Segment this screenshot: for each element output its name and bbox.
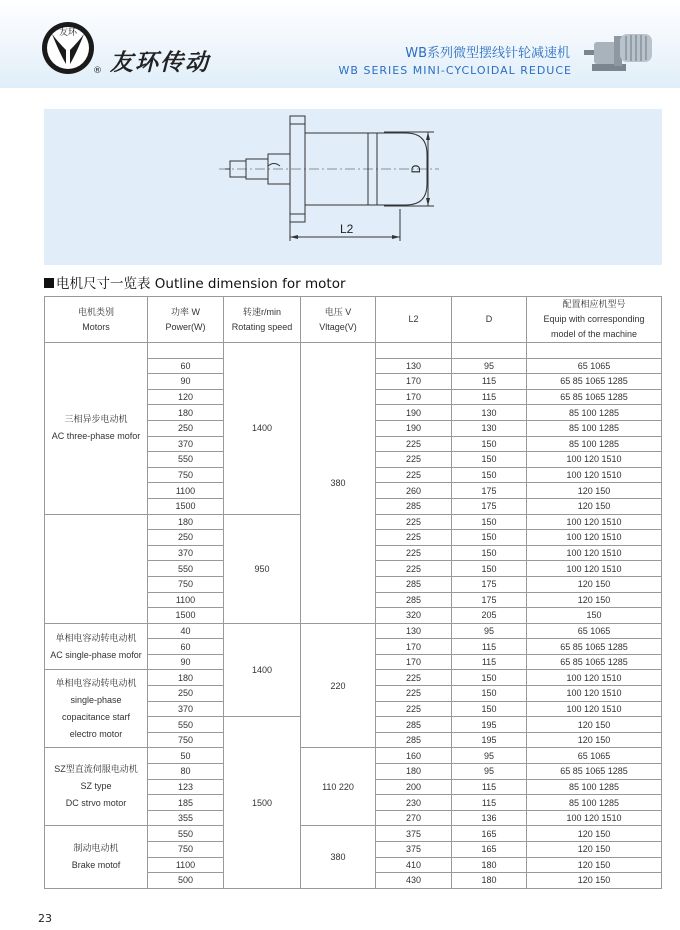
d-cell: 130 (452, 405, 527, 421)
model-cell: 100 120 1510 (527, 561, 662, 577)
model-cell: 100 120 1510 (527, 467, 662, 483)
l2-cell: 225 (376, 670, 452, 686)
power-cell: 370 (148, 701, 224, 717)
l2-cell: 170 (376, 639, 452, 655)
model-cell: 120 150 (527, 483, 662, 499)
table-row (45, 623, 662, 639)
d-cell: 130 (452, 420, 527, 436)
d-cell: 95 (452, 748, 527, 764)
power-cell: 750 (148, 842, 224, 858)
motor-dimension-table (44, 296, 662, 889)
power-cell: 1100 (148, 483, 224, 499)
l2-cell: 200 (376, 779, 452, 795)
power-cell: 60 (148, 358, 224, 374)
power-cell: 500 (148, 873, 224, 889)
d-cell: 165 (452, 826, 527, 842)
d-cell: 150 (452, 670, 527, 686)
power-cell: 550 (148, 717, 224, 733)
power-cell: 750 (148, 732, 224, 748)
brand-name: 友环传动 (110, 49, 210, 76)
l2-cell: 285 (376, 732, 452, 748)
power-cell: 1500 (148, 608, 224, 624)
power-cell: 180 (148, 670, 224, 686)
power-cell: 750 (148, 576, 224, 592)
model-cell: 150 (527, 608, 662, 624)
model-cell: 100 120 1510 (527, 670, 662, 686)
col-header-power: 功率 W Power(W) (148, 297, 224, 343)
motor-type-cell: 单相电容动转电动机 AC single-phase mofor (45, 623, 148, 670)
power-cell: 123 (148, 779, 224, 795)
model-cell: 120 150 (527, 842, 662, 858)
d-cell: 115 (452, 779, 527, 795)
power-cell: 80 (148, 764, 224, 780)
reducer-product-image (584, 24, 664, 80)
l2-cell: 130 (376, 623, 452, 639)
power-cell: 50 (148, 748, 224, 764)
l2-cell: 225 (376, 686, 452, 702)
d-dimension-label: D (409, 164, 423, 174)
model-cell: 120 150 (527, 857, 662, 873)
table-header-row (45, 297, 662, 343)
l2-cell: 285 (376, 498, 452, 514)
d-cell: 150 (452, 561, 527, 577)
l2-cell: 180 (376, 764, 452, 780)
col-header-d: D (452, 297, 527, 343)
l2-cell: 190 (376, 420, 452, 436)
table-row (45, 826, 662, 842)
model-cell: 120 150 (527, 826, 662, 842)
d-cell: 180 (452, 857, 527, 873)
d-cell: 205 (452, 608, 527, 624)
l2-cell: 170 (376, 654, 452, 670)
l2-cell: 430 (376, 873, 452, 889)
model-cell: 120 150 (527, 576, 662, 592)
power-cell: 185 (148, 795, 224, 811)
l2-cell: 410 (376, 857, 452, 873)
motor-type-cell: 制动电动机 Brake motof (45, 826, 148, 888)
power-cell: 40 (148, 623, 224, 639)
voltage-cell: 220 (301, 623, 376, 748)
speed-cell: 1500 (224, 717, 301, 889)
model-cell: 65 85 1065 1285 (527, 639, 662, 655)
table-row (45, 343, 662, 359)
l2-cell: 225 (376, 701, 452, 717)
l2-cell: 285 (376, 717, 452, 733)
l2-cell: 320 (376, 608, 452, 624)
power-cell: 1100 (148, 592, 224, 608)
motor-type-cell: 单相电容动转电动机 single-phase copacitance starf electro motor (45, 670, 148, 748)
model-cell: 85 100 1285 (527, 795, 662, 811)
motor-type-cell (45, 514, 148, 623)
power-cell: 90 (148, 654, 224, 670)
power-cell: 370 (148, 436, 224, 452)
l2-cell: 170 (376, 389, 452, 405)
d-cell: 115 (452, 654, 527, 670)
l2-cell: 285 (376, 592, 452, 608)
col-header-motors: 电机类别 Motors (45, 297, 148, 343)
registered-mark: ® (93, 66, 102, 76)
d-cell: 115 (452, 374, 527, 390)
d-cell: 95 (452, 623, 527, 639)
series-title-en: WB SERIES MINI-CYCLOIDAL REDUCE (338, 64, 572, 77)
power-cell (148, 343, 224, 359)
model-cell: 85 100 1285 (527, 436, 662, 452)
model-cell: 100 120 1510 (527, 545, 662, 561)
logo-text: 友环 (58, 28, 78, 38)
model-cell: 100 120 1510 (527, 810, 662, 826)
section-title-text: 电机尺寸一览表 Outline dimension for motor (56, 276, 346, 292)
power-cell: 550 (148, 826, 224, 842)
d-cell: 175 (452, 498, 527, 514)
speed-cell: 950 (224, 514, 301, 623)
d-cell: 115 (452, 639, 527, 655)
l2-cell: 270 (376, 810, 452, 826)
d-cell: 136 (452, 810, 527, 826)
l2-dimension-label: L2 (340, 222, 354, 236)
d-cell: 150 (452, 686, 527, 702)
model-cell: 65 85 1065 1285 (527, 654, 662, 670)
power-cell: 1100 (148, 857, 224, 873)
outline-diagram (44, 109, 662, 265)
model-cell: 65 85 1065 1285 (527, 764, 662, 780)
section-title (44, 272, 346, 292)
model-cell: 65 85 1065 1285 (527, 389, 662, 405)
l2-cell: 260 (376, 483, 452, 499)
l2-cell: 130 (376, 358, 452, 374)
table-row (45, 748, 662, 764)
d-cell: 115 (452, 389, 527, 405)
d-cell: 175 (452, 576, 527, 592)
power-cell: 1500 (148, 498, 224, 514)
model-cell: 120 150 (527, 873, 662, 889)
model-cell: 100 120 1510 (527, 701, 662, 717)
model-cell: 100 120 1510 (527, 514, 662, 530)
l2-cell: 375 (376, 842, 452, 858)
d-cell: 180 (452, 873, 527, 889)
model-cell: 65 85 1065 1285 (527, 374, 662, 390)
d-cell: 150 (452, 436, 527, 452)
voltage-cell: 380 (301, 343, 376, 624)
speed-cell: 1400 (224, 623, 301, 717)
l2-cell: 170 (376, 374, 452, 390)
model-cell: 120 150 (527, 732, 662, 748)
l2-cell: 225 (376, 561, 452, 577)
power-cell: 550 (148, 452, 224, 468)
power-cell: 180 (148, 514, 224, 530)
power-cell: 250 (148, 686, 224, 702)
model-cell: 85 100 1285 (527, 779, 662, 795)
model-cell: 100 120 1510 (527, 530, 662, 546)
l2-cell: 285 (376, 576, 452, 592)
l2-cell: 225 (376, 545, 452, 561)
model-cell: 120 150 (527, 592, 662, 608)
model-cell: 120 150 (527, 498, 662, 514)
page-number: 23 (38, 912, 52, 925)
col-header-speed: 转速r/min Rotating speed (224, 297, 301, 343)
square-bullet-icon (44, 278, 54, 288)
model-cell: 85 100 1285 (527, 420, 662, 436)
d-cell: 150 (452, 467, 527, 483)
d-cell: 150 (452, 530, 527, 546)
power-cell: 370 (148, 545, 224, 561)
power-cell: 60 (148, 639, 224, 655)
col-header-voltage: 电压 V Vltage(V) (301, 297, 376, 343)
speed-cell: 1400 (224, 343, 301, 515)
d-cell: 175 (452, 592, 527, 608)
model-cell: 85 100 1285 (527, 405, 662, 421)
power-cell: 120 (148, 389, 224, 405)
power-cell: 550 (148, 561, 224, 577)
power-cell: 250 (148, 420, 224, 436)
model-cell (527, 343, 662, 359)
power-cell: 180 (148, 405, 224, 421)
d-cell: 150 (452, 452, 527, 468)
l2-cell: 225 (376, 436, 452, 452)
model-cell: 100 120 1510 (527, 452, 662, 468)
l2-cell: 230 (376, 795, 452, 811)
col-header-machine: 配置相应机型号 Equip with corresponding model of the machine (527, 297, 662, 343)
d-cell: 150 (452, 701, 527, 717)
l2-cell: 225 (376, 514, 452, 530)
power-cell: 90 (148, 374, 224, 390)
d-cell: 150 (452, 514, 527, 530)
d-cell: 195 (452, 717, 527, 733)
model-cell: 65 1065 (527, 748, 662, 764)
d-cell (452, 343, 527, 359)
motor-type-cell: 三相异步电动机 AC three-phase mofor (45, 343, 148, 515)
model-cell: 100 120 1510 (527, 686, 662, 702)
series-title-cn: WB系列微型摆线针轮减速机 (405, 46, 570, 61)
d-cell: 165 (452, 842, 527, 858)
d-cell: 175 (452, 483, 527, 499)
col-header-l2: L2 (376, 297, 452, 343)
power-cell: 250 (148, 530, 224, 546)
model-cell: 65 1065 (527, 358, 662, 374)
l2-cell: 225 (376, 530, 452, 546)
l2-cell: 225 (376, 452, 452, 468)
voltage-cell: 110 220 (301, 748, 376, 826)
page-header (0, 0, 680, 88)
brand-logo (40, 20, 96, 76)
l2-cell: 190 (376, 405, 452, 421)
d-cell: 195 (452, 732, 527, 748)
motor-type-cell: SZ型直流伺服电动机 SZ type DC strvo motor (45, 748, 148, 826)
l2-cell (376, 343, 452, 359)
d-cell: 150 (452, 545, 527, 561)
l2-cell: 375 (376, 826, 452, 842)
power-cell: 750 (148, 467, 224, 483)
d-cell: 115 (452, 795, 527, 811)
model-cell: 120 150 (527, 717, 662, 733)
voltage-cell: 380 (301, 826, 376, 888)
d-cell: 95 (452, 764, 527, 780)
l2-cell: 225 (376, 467, 452, 483)
d-cell: 95 (452, 358, 527, 374)
l2-cell: 160 (376, 748, 452, 764)
power-cell: 355 (148, 810, 224, 826)
model-cell: 65 1065 (527, 623, 662, 639)
